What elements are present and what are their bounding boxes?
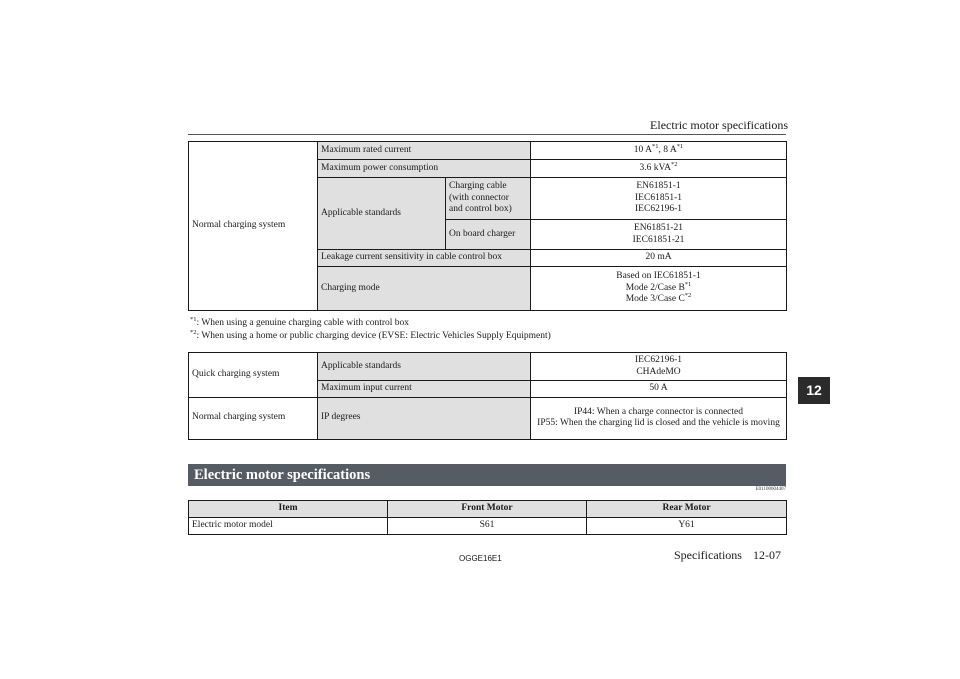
leakage-current-value: 20 mA <box>531 250 787 267</box>
on-board-charger-label: On board charger <box>446 220 531 250</box>
max-power-value: 3.6 kVA$^{*2}$ <box>531 160 787 178</box>
running-header: Electric motor specifications <box>650 118 788 132</box>
charging-mode-label: Charging mode <box>318 267 531 311</box>
footer-page-number: 12-07 <box>753 548 781 562</box>
leakage-current-label: Leakage current sensitivity in cable control box <box>318 250 531 267</box>
motor-spec-table <box>188 500 787 535</box>
max-rated-current-label: Maximum rated current <box>318 142 531 160</box>
ip-degrees-values: IP44: When a charge connector is connected IP55: When the charging lid is closed and the vehicle is moving <box>531 397 787 439</box>
max-power-label: Maximum power consumption <box>318 160 531 178</box>
header-rule <box>188 134 786 135</box>
section-code: E01100604407 <box>755 487 786 492</box>
max-input-current-value: 50 A <box>531 381 787 398</box>
normal-charging-system-ip-label: Normal charging system <box>189 397 318 439</box>
footer-section-name: Specifications <box>674 548 742 562</box>
charging-mode-value: Based on IEC61851-1 Mode 2/Case $B^{*1}$ Mode 3/Case $C^{*2}$ <box>531 267 787 311</box>
charging-cable-label: Charging cable (with connector and control box) <box>446 178 531 220</box>
col-header-item: Item <box>189 501 388 518</box>
front-motor-model: S61 <box>388 518 587 535</box>
footnote-2: $^{*2}$: When using a home or public charging device (EVSE: Electric Vehicles Supply Equipment) <box>190 328 551 341</box>
quick-standards-values: IEC62196-1 CHAdeMO <box>531 353 787 381</box>
normal-charging-system-label: Normal charging system <box>189 142 318 311</box>
quick-charging-system-label: Quick charging system <box>189 353 318 398</box>
applicable-standards-label: Applicable standards <box>318 178 446 250</box>
quick-standards-label: Applicable standards <box>318 353 531 381</box>
col-header-rear-motor: Rear Motor <box>587 501 787 518</box>
section-title-banner: Electric motor specifications <box>188 464 786 486</box>
charging-spec-table <box>188 141 787 311</box>
motor-model-label: Electric motor model <box>189 518 388 535</box>
quick-charging-table <box>188 352 787 440</box>
document-code: OGGE16E1 <box>459 554 502 563</box>
col-header-front-motor: Front Motor <box>388 501 587 518</box>
chapter-tab: 12 <box>798 377 830 404</box>
charging-cable-standards: EN61851-1 IEC61851-1 IEC62196-1 <box>531 178 787 220</box>
max-rated-current-value: 10 $A^{*1}$, 8 $A^{*1}$ <box>531 142 787 160</box>
max-input-current-label: Maximum input current <box>318 381 531 398</box>
footnote-1: $^{*1}$: When using a genuine charging cable with control box <box>190 315 410 328</box>
ip-degrees-label: IP degrees <box>318 397 531 439</box>
on-board-charger-standards: EN61851-21 IEC61851-21 <box>531 220 787 250</box>
rear-motor-model: Y61 <box>587 518 787 535</box>
